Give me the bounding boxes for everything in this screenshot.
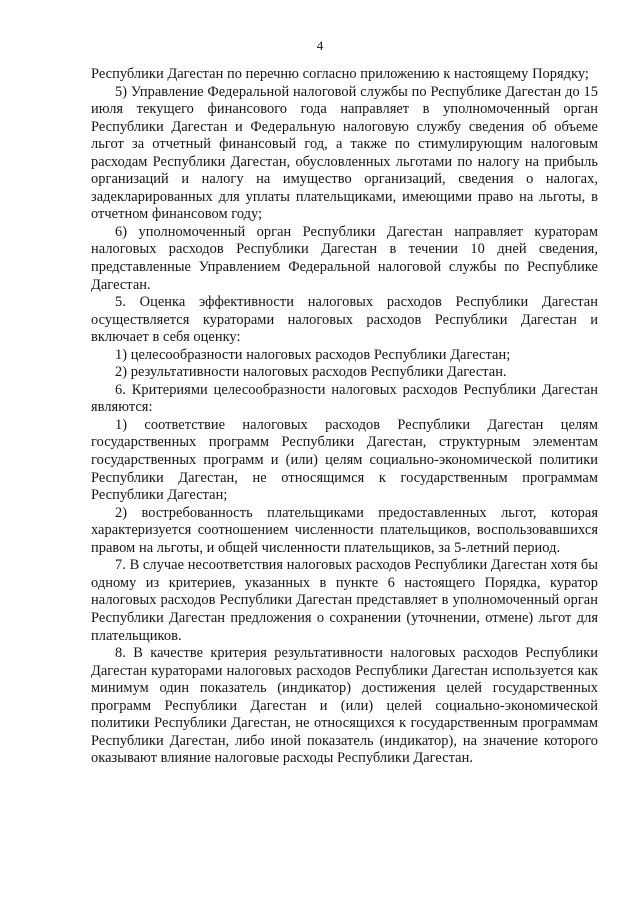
paragraph-section-6-criteria: 6. Критериями целесообразности налоговых расходов Республики Дагестан являются: [91, 381, 598, 416]
document-body [91, 66, 598, 768]
paragraph-item-6-authorized-body: 6) уполномоченный орган Республики Дагестан направляет кураторам налоговых расходов Республики Дагестан в течении 10 дней сведения, представленные Управлением Федеральной налоговой службы по Республике Дагестан. [91, 223, 598, 293]
paragraph-item-5-tax-service: 5) Управление Федеральной налоговой службы по Республике Дагестан до 15 июля текущего финансового года направляет в уполномоченный орган Республики Дагестан и Федеральную налоговую службу сведения об объеме льгот за отчетный финансовый год, а также по стимулирующим налоговым расходам Республики Дагестан, обусловленных льготами по налогу на прибыль организаций и налогу на имущество организаций, сведения о налогах, задекларированных для уплаты плательщиками, имеющими право на льготы, в отчетном финансовом году; [91, 83, 598, 223]
paragraph-assessment-item-1: 1) целесообразности налоговых расходов Республики Дагестан; [115, 346, 511, 363]
paragraph-criteria-item-1: 1) соответствие налоговых расходов Республики Дагестан целям государственных программ Республики Дагестан, структурным элементам государственных программ и (или) целям социально-экономической политики Республики Дагестан, не относящимся к государственным программам Республики Дагестан; [91, 416, 598, 504]
paragraph-criteria-item-2: 2) востребованность плательщиками предоставленных льгот, которая характеризуется соотношением численности плательщиков, воспользовавшихся правом на льготы, и общей численности плательщиков, за 5-летний период. [91, 504, 598, 556]
page-number: 4 [316, 38, 324, 53]
paragraph-section-5-assessment: 5. Оценка эффективности налоговых расходов Республики Дагестан осуществляется кураторами налоговых расходов Республики Дагестан и включает в себя оценку: [91, 294, 598, 346]
paragraph-section-7-mismatch: 7. В случае несоответствия налоговых расходов Республики Дагестан хотя бы одному из критериев, указанных в пункте 6 настоящего Порядка, куратор налоговых расходов Республики Дагестан представляет в уполномоченный орган Республики Дагестан предложения о сохранении (уточнении, отмене) льгот для плательщиков. [91, 557, 598, 644]
paragraph-section-8-effectiveness: 8. В качестве критерия результативности налоговых расходов Республики Дагестан кураторами налоговых расходов Республики Дагестан используется как минимум один показатель (индикатор) достижения целей государственных программ Республики Дагестан и (или) целей социально-экономической политики Республики Дагестан, не относящихся к государственным программам Республики Дагестан, либо иной показатель (индикатор), на значение которого оказывают влияние налоговые расходы Республики Дагестан. [91, 645, 598, 767]
paragraph-continuation: Республики Дагестан по перечню согласно приложению к настоящему Порядку; [91, 66, 589, 82]
paragraph-assessment-item-2: 2) результативности налоговых расходов Республики Дагестан. [115, 364, 507, 381]
